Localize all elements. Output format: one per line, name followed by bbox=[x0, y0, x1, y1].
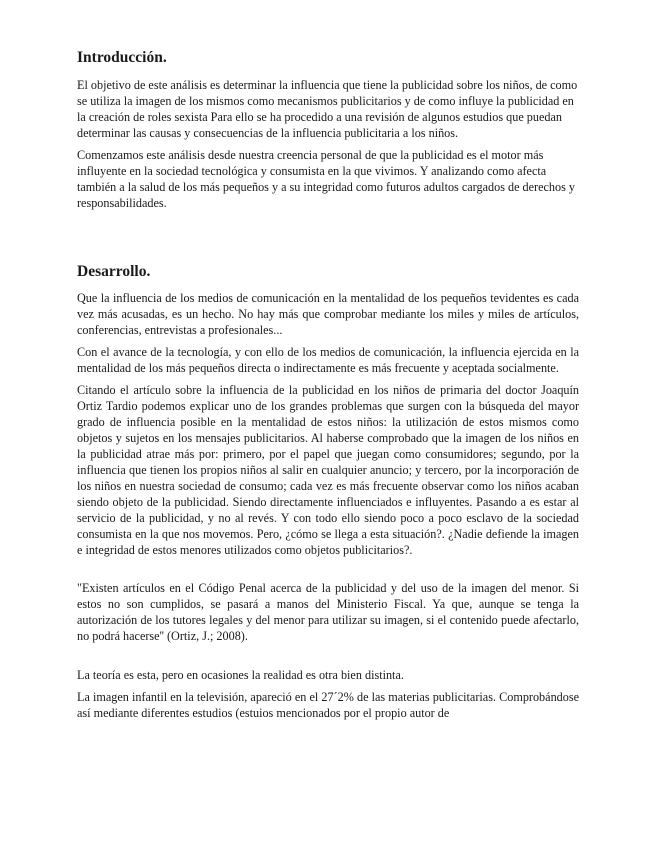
desarrollo-paragraph-2: Con el avance de la tecnología, y con ello de los medios de comunicación, la influencia ejercida en la mentalidad de los más pequeños directa o indirectamente es más frecuente y aceptada socialmente. bbox=[77, 345, 579, 376]
intro-paragraph-1: El objetivo de este análisis es determinar la influencia que tiene la publicidad sobre los niños, de como se utiliza la imagen de los mismos como mecanismos publicitarios y de como influye la publicidad en la creación de roles sexista Para ello se ha procedido a una revisión de algunos estudios que puedan determinar las causas y consecuencias de la influencia publicitaria a los niños. bbox=[77, 77, 578, 140]
desarrollo-paragraph-1: Que la influencia de los medios de comunicación en la mentalidad de los pequeños tevidentes es cada vez más acusadas, es un hecho. No hay más que comprobar mediante los miles y miles de artículos, conferencias, entrevistas a profesionales... bbox=[77, 291, 579, 338]
desarrollo-paragraph-3: Citando el artículo sobre la influencia de la publicidad en los niños de primaria del doctor Joaquín Ortiz Tardio podemos explicar uno de los grandes problemas que surgen con la búsqueda del mayor grado de influencia posible en la mentalidad de estos niños: la utilización de estos mismos como objetos y sujetos en los mensajes publicitarios. Al haberse comprobado que la imagen de los niños en la publicidad atrae más por: primero, por el papel que juegan como consumidores; segundo, por la influencia que tienen los propios niños al salir en cualquier anuncio; y tercero, por la incorporación de los niños en nuestra sociedad de consumo; cada vez es más frecuente observar como los niños acaban siendo objeto de la publicidad. Siendo directamente influenciados e influyentes. Pasando a es estar al servicio de la publicidad, y no al revés. Y con todo ello siendo poco a poco esclavo de la sociedad consumista en la que nos movemos. Pero, ¿cómo se llega a esta situación?. ¿Nadie defiende la imagen e integridad de estos menores utilizados como objetos publicitarios?. bbox=[77, 383, 579, 558]
desarrollo-paragraph-5: La imagen infantil en la televisión, apareció en el 27´2% de las materias publicitarias. Comprobándose así mediante diferentes estudios (estuios mencionados por el propio autor de bbox=[77, 690, 579, 721]
section-spacer bbox=[77, 217, 579, 263]
desarrollo-paragraph-4: La teoría es esta, pero en ocasiones la realidad es otra bien distinta. bbox=[77, 668, 404, 683]
intro-heading: Introducción. bbox=[77, 49, 167, 66]
quote-spacer bbox=[77, 564, 579, 580]
paragraph-spacer bbox=[77, 650, 579, 667]
desarrollo-heading: Desarrollo. bbox=[77, 262, 151, 280]
legal-quote: "Existen artículos en el Código Penal acerca de la publicidad y del uso de la imagen del menor. Si estos no son cumplidos, se pasará a manos del Ministerio Fiscal. Ya que, aunque se tenga la autorización de los tutores legales y del menor para utilizar su imagen, si el contenido puede afectarlo, no podrá hacerse'' (Ortiz, J.; 2008). bbox=[77, 581, 579, 644]
document-body bbox=[77, 49, 579, 727]
intro-paragraph-2: Comenzamos este análisis desde nuestra creencia personal de que la publicidad es el motor más influyente en la sociedad tecnológica y consumista en la que vivimos. Y analizando como afecta también a la salud de los más pequeños y a su integridad como futuros adultos cargados de derechos y responsabilidades. bbox=[77, 147, 575, 210]
